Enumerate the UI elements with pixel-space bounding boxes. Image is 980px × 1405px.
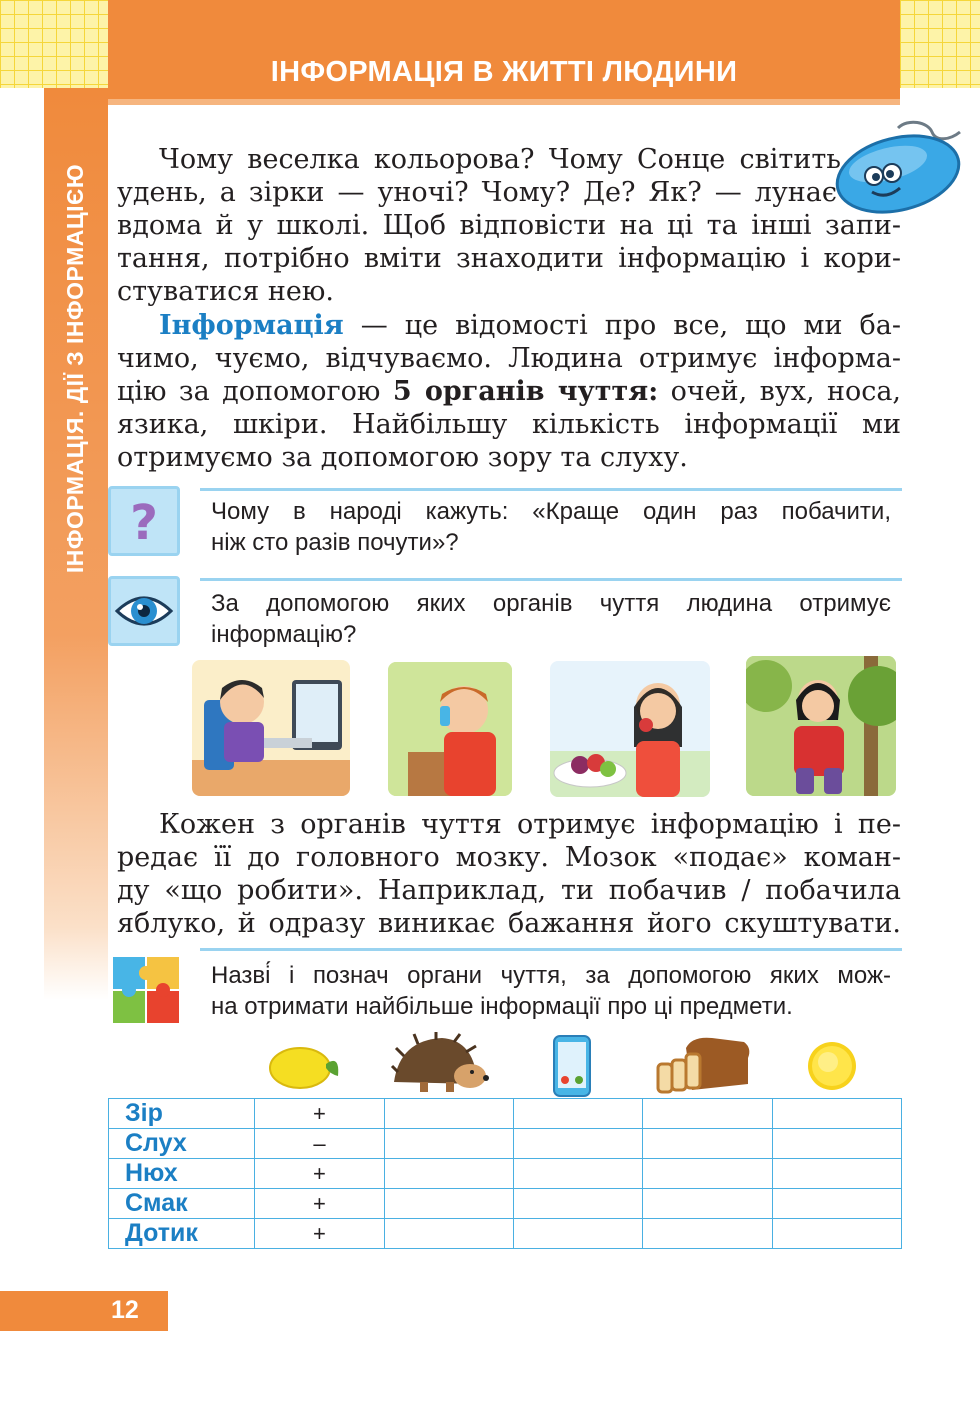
bread-mark-cell[interactable] [643, 1189, 772, 1219]
text-line [117, 375, 901, 408]
text-line: вдома й у школі. Щоб відповісти на ці та інші запи- [117, 210, 901, 241]
lemon-mark-cell[interactable]: + [255, 1219, 384, 1249]
sense-label: Смак [109, 1189, 255, 1219]
sense-label: Нюх [109, 1159, 255, 1189]
lemon-mark-cell[interactable]: + [255, 1159, 384, 1189]
text-line: отримуємо за допомогою зору та слуху. [117, 442, 688, 473]
question-line: Чому в народі кажуть: «Краще один раз побачити, [211, 498, 891, 525]
illustration-boy-at-computer [192, 660, 350, 796]
puzzle-icon [108, 952, 180, 1022]
text-line: язика, шкіри. Найбільшу кількість інформації ми [117, 409, 901, 440]
senses-table [108, 1098, 902, 1249]
text-line: редає її до головного мозку. Мозок «подає» коман- [117, 842, 901, 873]
sun-mark-cell[interactable] [772, 1189, 901, 1219]
phone-mark-cell[interactable] [514, 1099, 643, 1129]
table-row [109, 1219, 902, 1249]
senses-paragraph [117, 808, 901, 940]
text-line: яблуко, й одразу виникає бажання його скуштувати. [117, 908, 901, 939]
eye-icon [108, 576, 180, 646]
illustration-girl-in-forest [746, 656, 896, 796]
task-line: Назві́ і познач органи чуття, за допомогою яких мож- [211, 962, 891, 989]
question-line: ніж сто разів почути»? [211, 529, 459, 556]
term-information: Інформація [159, 310, 344, 341]
text-line: тання, потрібно вміти знаходити інформацію і кори- [117, 243, 901, 274]
bread-mark-cell[interactable] [643, 1159, 772, 1189]
hedgehog-icon [390, 1032, 490, 1096]
definition-line3-a: цію за допомогою [117, 376, 393, 407]
phone-icon [552, 1034, 592, 1098]
phone-mark-cell[interactable] [514, 1129, 643, 1159]
intro-paragraph [117, 143, 901, 308]
definition-line3-b: очей, вух, носа, [658, 376, 902, 407]
divider-rule [200, 488, 902, 491]
table-row [109, 1099, 902, 1129]
definition-line1-rest: — це відомості про все, що ми ба- [343, 310, 901, 341]
task-text [211, 960, 891, 1022]
hedgehog-mark-cell[interactable] [384, 1129, 513, 1159]
svg-text:?: ? [130, 495, 158, 551]
text-line: удень, а зірки — уночі? Чому? Де? Як? — лунає [117, 177, 837, 208]
grid-decoration-right [900, 0, 980, 88]
hedgehog-mark-cell[interactable] [384, 1099, 513, 1129]
bread-mark-cell[interactable] [643, 1099, 772, 1129]
chapter-title: ІНФОРМАЦІЯ В ЖИТТІ ЛЮДИНИ [270, 56, 738, 88]
question-line: інформацію? [211, 621, 357, 648]
phone-mark-cell[interactable] [514, 1159, 643, 1189]
five-senses-bold: 5 органів чуття: [392, 376, 659, 407]
divider-rule [200, 948, 902, 951]
text-line: Кожен з органів чуття отримує інформацію і пе- [159, 809, 901, 840]
section-title-text: ІНФОРМАЦІЯ. ДІЇ З ІНФОРМАЦІЄЮ [62, 163, 89, 573]
table-row [109, 1129, 902, 1159]
sun-mark-cell[interactable] [772, 1219, 901, 1249]
question-line: За допомогою яких органів чуття людина отримує [211, 590, 891, 617]
bread-mark-cell[interactable] [643, 1219, 772, 1249]
question-icon [108, 486, 180, 556]
hedgehog-mark-cell[interactable] [384, 1159, 513, 1189]
hedgehog-mark-cell[interactable] [384, 1189, 513, 1219]
grid-decoration-left [0, 0, 108, 88]
page-number: 12 [111, 1296, 139, 1324]
lemon-mark-cell[interactable]: + [255, 1189, 384, 1219]
sense-label: Дотик [109, 1219, 255, 1249]
bread-icon [652, 1034, 752, 1096]
hedgehog-mark-cell[interactable] [384, 1219, 513, 1249]
lemon-icon [268, 1040, 344, 1092]
sense-label: Зір [109, 1099, 255, 1129]
text-line: чимо, чуємо, відчуваємо. Людина отримує інформа- [117, 343, 901, 374]
bread-mark-cell[interactable] [643, 1129, 772, 1159]
sun-mark-cell[interactable] [772, 1159, 901, 1189]
sense-label: Слух [109, 1129, 255, 1159]
question-text [211, 496, 891, 558]
illustration-girl-eating-fruit [550, 661, 710, 797]
text-line: Чому веселка кольорова? Чому Сонце світить [159, 144, 841, 175]
question-text [211, 588, 891, 650]
task-line: на отримати найбільше інформації про ці предмети. [211, 993, 793, 1020]
section-title-vertical [44, 88, 108, 648]
text-line [117, 309, 901, 342]
chapter-header [108, 0, 900, 105]
illustration-boy-on-phone [388, 662, 512, 796]
table-row [109, 1189, 902, 1219]
definition-paragraph [117, 309, 901, 474]
sun-mark-cell[interactable] [772, 1099, 901, 1129]
divider-rule [200, 578, 902, 581]
phone-mark-cell[interactable] [514, 1219, 643, 1249]
sun-icon [800, 1036, 864, 1096]
phone-mark-cell[interactable] [514, 1189, 643, 1219]
page-number-tab [0, 1291, 168, 1331]
text-line: стуватися нею. [117, 276, 334, 307]
lemon-mark-cell[interactable]: + [255, 1099, 384, 1129]
sun-mark-cell[interactable] [772, 1129, 901, 1159]
text-line: ду «що робити». Наприклад, ти побачив / побачила [117, 875, 901, 906]
table-row [109, 1159, 902, 1189]
lemon-mark-cell[interactable]: – [255, 1129, 384, 1159]
